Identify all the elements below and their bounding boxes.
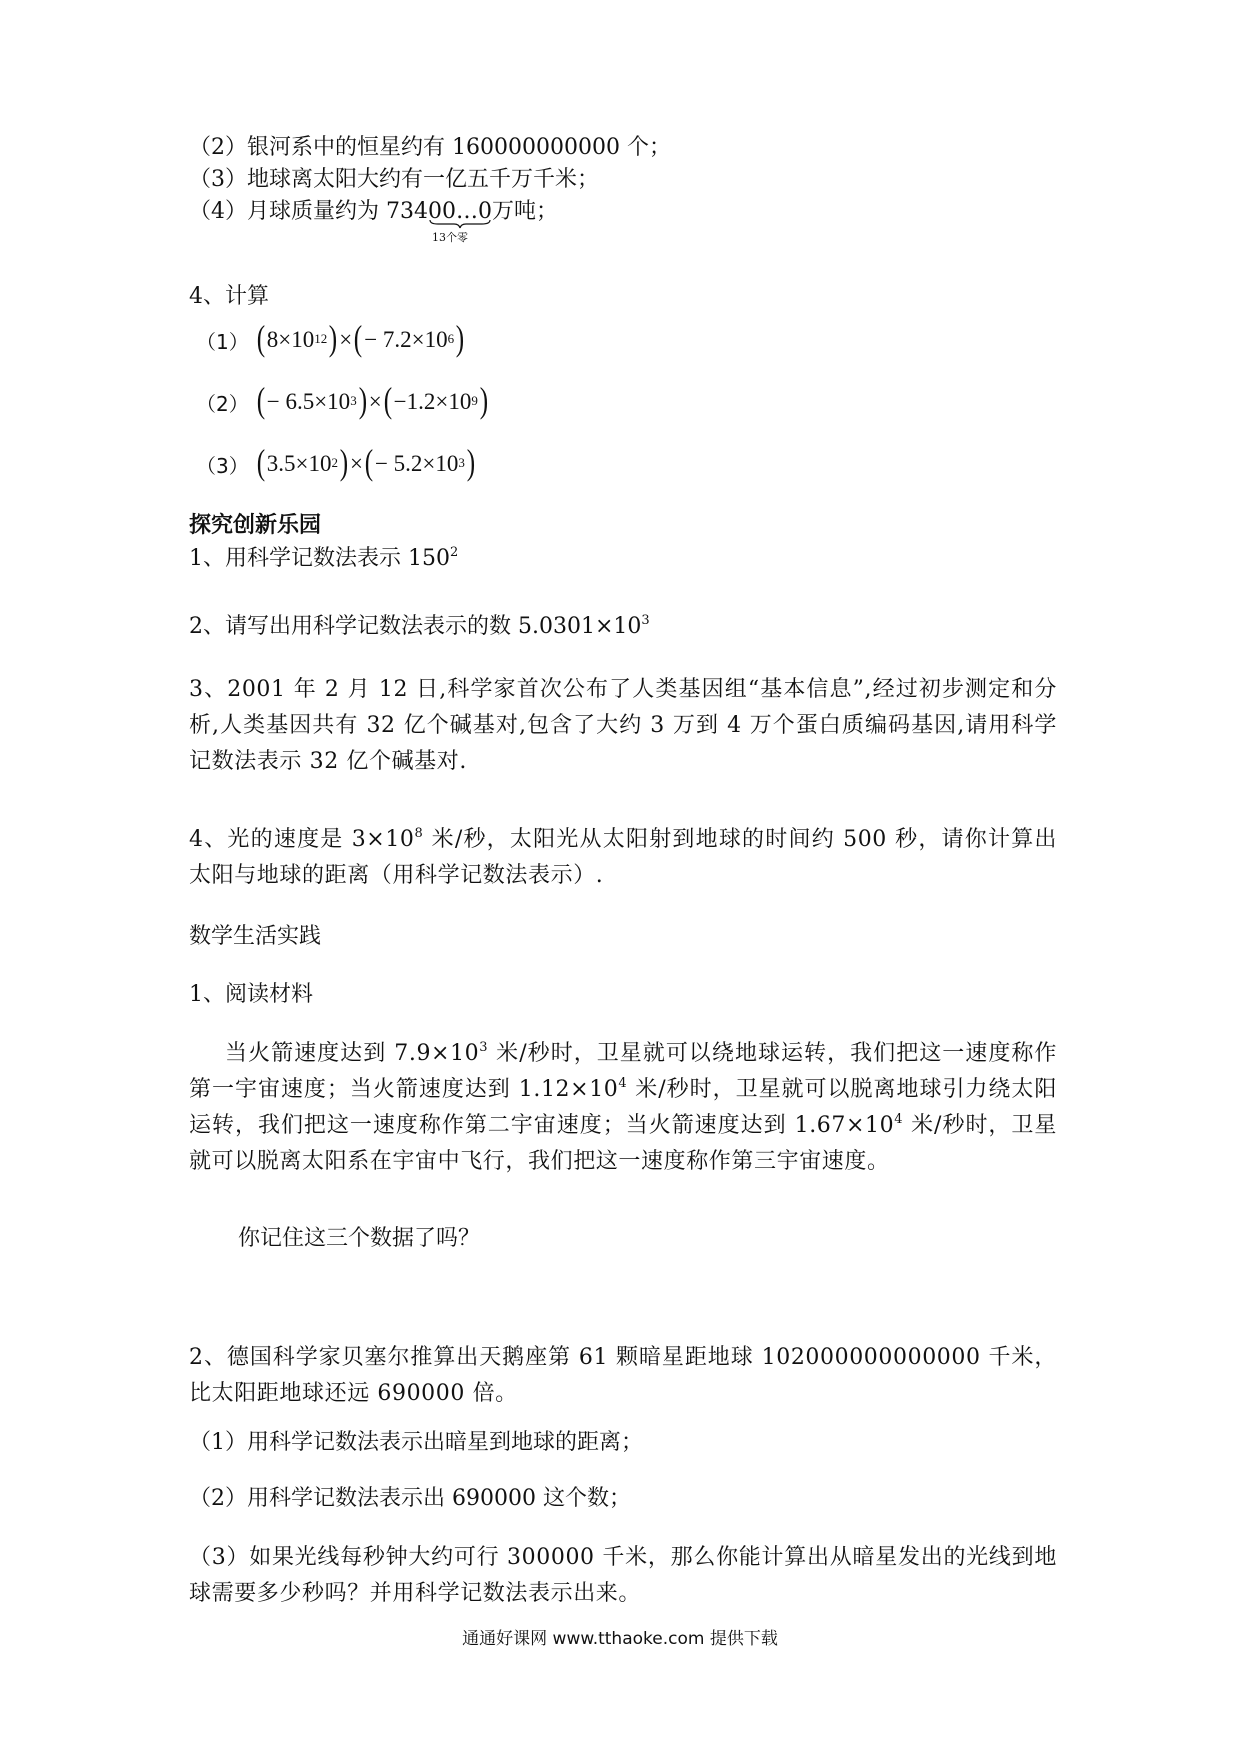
page-footer: 通通好课网 www.tthaoke.com 提供下载	[462, 1629, 778, 1649]
explore-q2-exp: 3	[641, 612, 650, 628]
zeros-text: 00…0	[427, 199, 492, 224]
line-moon-mass	[189, 197, 558, 244]
explore-q4-a: 4、光的速度是 3×10	[189, 827, 415, 852]
practice-p2-sub1: （1）用科学记数法表示出暗星到地球的距离；	[189, 1430, 643, 1455]
calc-item-1: （1） ( 8×10 $^{12}$ ) × ( − 7.2×10 $^6$ )	[196, 318, 465, 358]
calc-factor-a: − 6.5×10	[266, 389, 351, 414]
practice-p1-material	[189, 1036, 1057, 1180]
practice-p2: 2、德国科学家贝塞尔推算出天鹅座第 61 颗暗星距地球 102000000000000 千米，比太阳距地球还远 690000 倍。	[189, 1345, 1057, 1406]
p1-part-a: 当火箭速度达到 7.9×10	[225, 1041, 480, 1066]
calc-item-3: （3） ( 3.5×10 $^2$ ) × ( − 5.2×10 $^3$ )	[196, 442, 476, 482]
explore-q1	[189, 544, 458, 574]
moon-mass-suffix: 万吨；	[491, 199, 558, 224]
p1-part-b: 米/秒时，卫星就可以绕地球运转，我们把这一速度称作第一宇宙速度；当火箭速度达到 1.12×10	[189, 1041, 1057, 1102]
calc-index: （3）	[196, 453, 249, 478]
calc-item-2: （2） ( − 6.5×10 $^3$ ) × ( −1.2×10 $^9$ )	[196, 380, 489, 420]
calc-factor-b: − 5.2×10	[374, 451, 459, 476]
explore-heading: 探究创新乐园	[189, 512, 322, 538]
line-sun-distance: （3）地球离太阳大约有一亿五千万千米；	[189, 167, 599, 192]
explore-q2	[189, 612, 650, 642]
p1-exp-2: 4	[618, 1075, 628, 1091]
explore-q1-exp: 2	[449, 544, 459, 560]
explore-q2-text: 2、请写出用科学记数法表示的数 5.0301×10	[189, 614, 642, 639]
explore-q1-text: 1、用科学记数法表示 150	[189, 546, 450, 571]
p1-exp-3: 4	[894, 1111, 904, 1127]
explore-q3: 3、2001 年 2 月 12 日,科学家首次公布了人类基因组“基本信息”,经过初步测定和分析,人类基因共有 32 亿个碱基对,包含了大约 3 万到 4 万个蛋白质编码基因,请用科学记数法表示 32 亿个碱基对.	[189, 677, 1057, 774]
section-4-heading: 4、计算	[189, 284, 269, 309]
practice-heading: 数学生活实践	[189, 924, 322, 949]
calc-index: （2）	[196, 391, 249, 416]
p1-part-c: 米/秒时，卫星就可以脱离地球引力绕太阳运转，我们把这一速度称作第二宇宙速度；当火箭速度达到 1.67×10	[189, 1077, 1057, 1138]
p1-part-d: 米/秒时，卫星就可以脱离太阳系在宇宙中飞行，我们把这一速度称作第三宇宙速度。	[189, 1113, 1057, 1174]
zeros-note: 13个零	[431, 231, 468, 244]
calc-factor-b: −1.2×10	[393, 389, 472, 414]
explore-q4-b: 米/秒，太阳光从太阳射到地球的时间约 500 秒，请你计算出太阳与地球的距离（用科学记数法表示）.	[189, 827, 1058, 888]
explore-q4-exp: 8	[414, 825, 424, 841]
moon-mass-prefix: （4）月球质量约为 734	[189, 199, 428, 224]
practice-p2-sub2: （2）用科学记数法表示出 690000 这个数；	[189, 1486, 631, 1511]
practice-p1-question: 你记住这三个数据了吗？	[238, 1226, 481, 1251]
calc-index: （1）	[196, 329, 249, 354]
calc-factor-a: 8×10	[266, 327, 315, 352]
calc-factor-b: − 7.2×10	[364, 327, 448, 352]
line-stars: （2）银河系中的恒星约有 160000000000 个；	[189, 135, 671, 160]
calc-factor-a: 3.5×10	[266, 451, 332, 476]
practice-p2-sub3: （3）如果光线每秒钟大约可行 300000 千米，那么你能计算出从暗星发出的光线到地球需要多少秒吗？并用科学记数法表示出来。	[189, 1545, 1057, 1606]
practice-p1-heading: 1、阅读材料	[189, 982, 313, 1007]
zeros-brace	[427, 197, 492, 244]
p1-exp-1: 3	[479, 1039, 489, 1055]
explore-q4	[189, 822, 1057, 894]
